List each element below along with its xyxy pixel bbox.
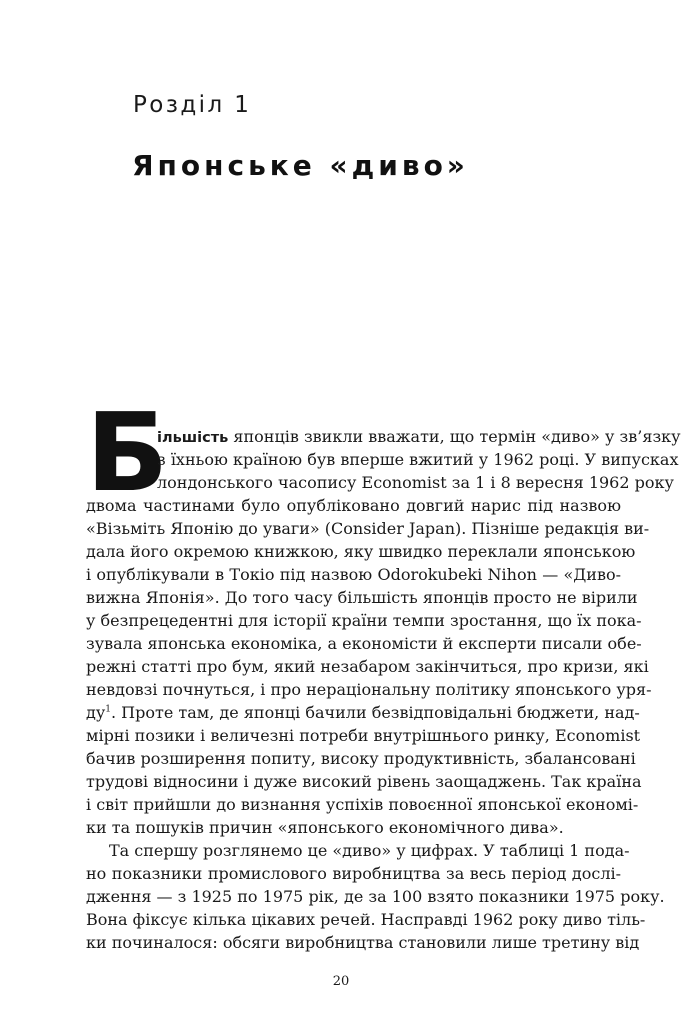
text-line: невдовзі почнуться, і про нераціональну політику японського уря- xyxy=(86,680,652,699)
text-line: дала його окремою книжкою, яку швидко переклали японською xyxy=(86,542,636,561)
text-line: Та спершу розглянемо це «диво» у цифрах. У таблиці 1 пода- xyxy=(109,841,630,860)
text-line: ки та пошуків причин «японського економічного дива». xyxy=(86,818,564,837)
text-line: Вона фіксує кілька цікавих речей. Насправді 1962 року диво тіль- xyxy=(86,910,646,929)
text-line xyxy=(157,425,681,448)
text-line: зувала японська економіка, а економісти й експерти писали обе- xyxy=(86,634,642,653)
lead-word: ільшість xyxy=(157,430,229,446)
text-line: режні статті про бум, який незабаром закінчиться, про кризи, які xyxy=(86,657,649,676)
text-span: японців звикли вважати, що термін «диво» у зв’язку xyxy=(228,427,681,446)
text-line: мірні позики і величезні потреби внутрішнього ринку, Economist xyxy=(86,726,641,745)
text-line: і світ прийшли до визнання успіхів повоєнної японської економі- xyxy=(86,795,639,814)
text-line: но показники промислового виробництва за весь період дослі- xyxy=(86,864,621,883)
page-number: 20 xyxy=(332,974,350,989)
text-line: лондонського часопису Economist за 1 і 8 вересня 1962 року xyxy=(157,473,674,492)
text-line: двома частинами було опубліковано довгий нарис під назвою xyxy=(86,496,621,515)
text-line: «Візьміть Японію до уваги» (Consider Japan). Пізніше редакція ви- xyxy=(86,519,650,538)
text-span: . Проте там, де японці бачили безвідповідальні бюджети, над- xyxy=(111,703,640,722)
text-line: вижна Японія». До того часу більшість японців просто не вірили xyxy=(86,588,638,607)
text-line: трудові відносини і дуже високий рівень заощаджень. Так країна xyxy=(86,772,642,791)
drop-cap: Б xyxy=(86,391,169,516)
footnote-marker[interactable]: 1 xyxy=(105,704,111,715)
text-line: з їхньою країною був вперше вжитий у 1962 році. У випусках xyxy=(157,450,679,469)
chapter-title: Японське «диво» xyxy=(132,149,469,182)
text-line: бачив розширення попиту, високу продуктивність, збалансовані xyxy=(86,749,636,768)
text-line: і опублікували в Токіо під назвою Odorokubeki Nihon — «Диво- xyxy=(86,565,621,584)
text-line: ки починалося: обсяги виробництва становили лише третину від xyxy=(86,933,640,952)
text-span: ду xyxy=(86,703,106,722)
chapter-label: Розділ 1 xyxy=(133,92,252,118)
text-line: у безпрецедентні для історії країни темпи зростання, що їх пока- xyxy=(86,611,642,630)
text-line: дження — з 1925 по 1975 рік, де за 100 взято показники 1975 року. xyxy=(86,887,665,906)
text-line xyxy=(86,701,640,724)
